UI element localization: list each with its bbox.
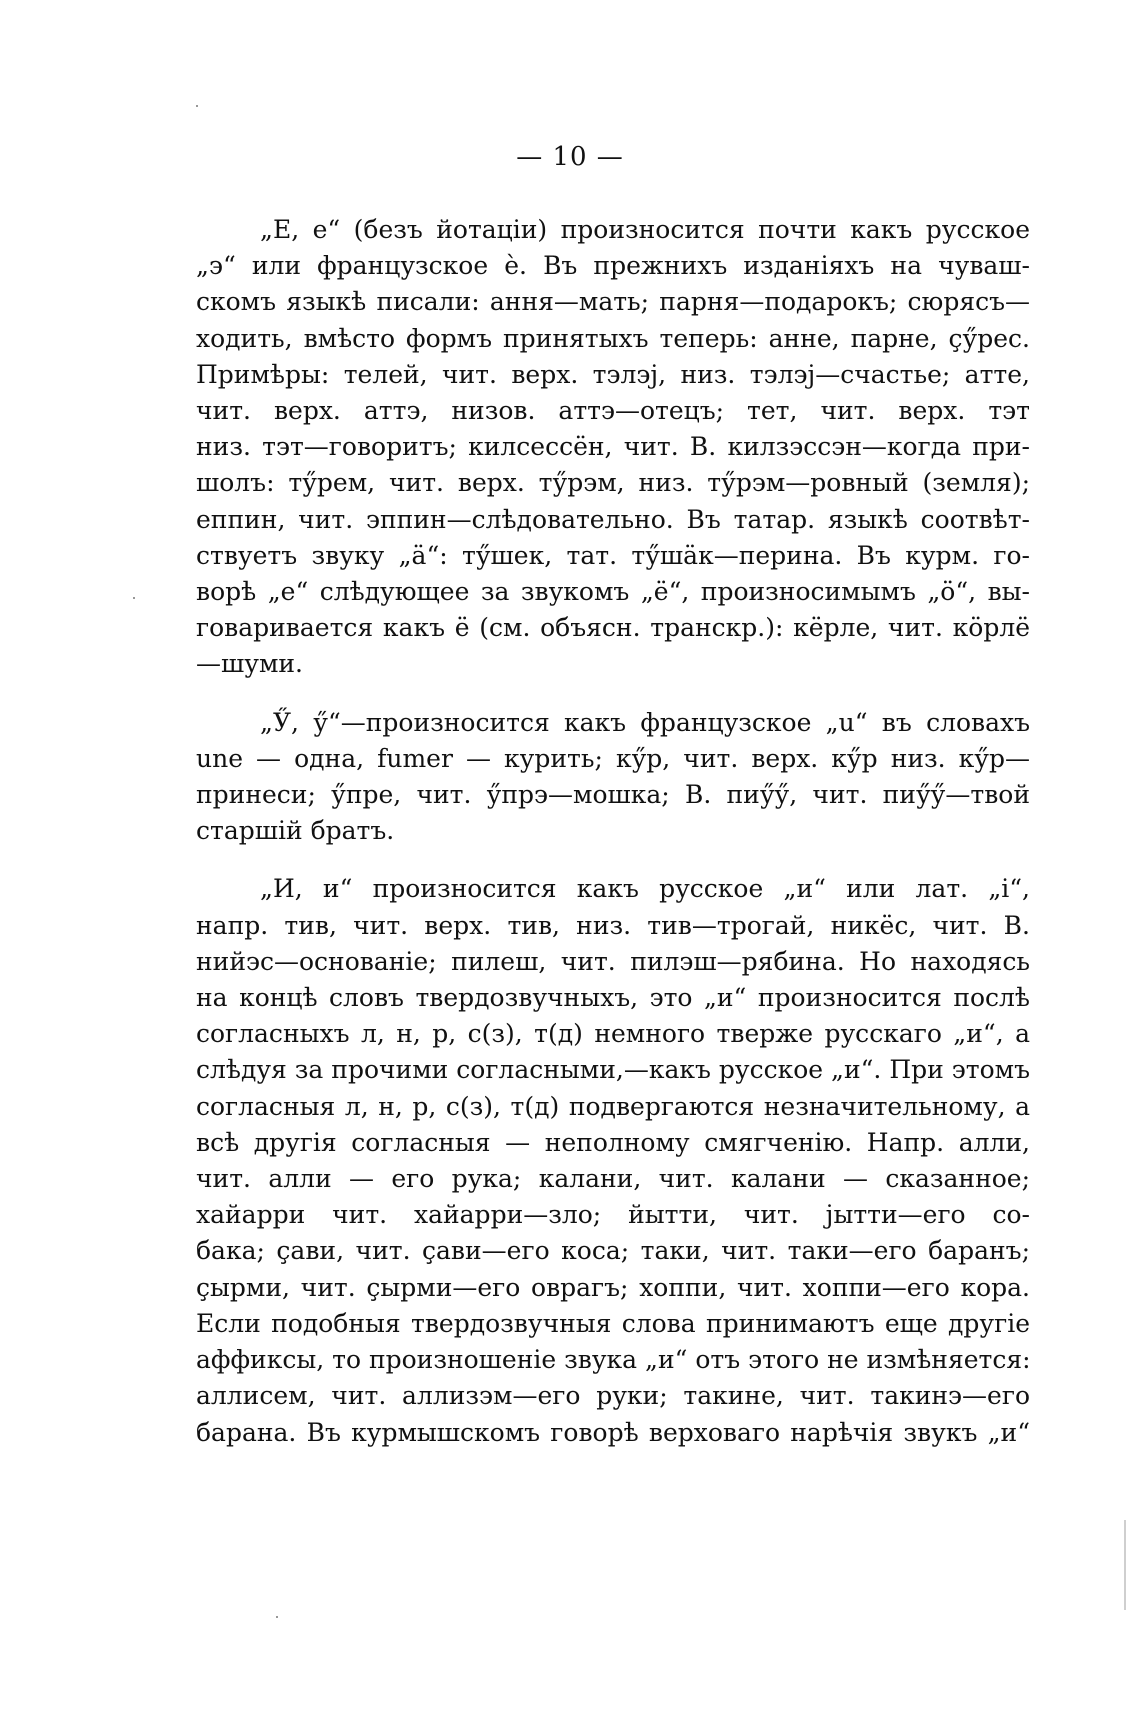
text-line: на концѣ словъ твердозвучныхъ, это „и“ произносится послѣ — [196, 983, 1030, 1013]
text-line: старшій братъ. — [196, 816, 395, 846]
text-line: „Ӳ, ӳ“—произносится какъ французское „u“ въ словахъ — [260, 707, 1030, 737]
text-line: барана. Въ курмышскомъ говорѣ верховаго нарѣчія звукъ „и“ — [196, 1417, 1030, 1447]
text-line: скомъ языкѣ писали: ання—мать; парня—подарокъ; сюрясъ— — [196, 287, 1030, 317]
paragraph-u — [196, 705, 1030, 850]
text-line: аффиксы, то произношеніе звука „и“ отъ этого не измѣняется: — [196, 1345, 1031, 1375]
scan-speck — [196, 105, 198, 107]
text-line: слѣдуя за прочими согласными,—какъ русское „и“. При этомъ — [196, 1055, 1030, 1085]
scan-speck — [133, 597, 135, 599]
text-line: согласныя л, н, р, с(з), т(д) подвергаются незначительному, а — [196, 1091, 1030, 1121]
paragraph-e — [196, 212, 1030, 683]
text-line: çырми, чит. çырми—его оврагъ; хоппи, чит. хоппи—его кора. — [196, 1272, 1030, 1302]
text-line: аллисем, чит. аллизэм—его руки; такине, чит. такинэ—его — [196, 1381, 1030, 1411]
text-line: Если подобныя твердозвучныя слова принимаютъ еще другіе — [196, 1308, 1030, 1338]
text-line: „Е, е“ (безъ йотаціи) произносится почти какъ русское — [260, 215, 1030, 244]
text-line: низ. тэт—говоритъ; килсессён, чит. В. килзэссэн—когда при- — [196, 432, 1030, 462]
text-line: хайарри чит. хайарри—зло; йытти, чит. jытти—его со- — [196, 1200, 1030, 1230]
text-line: une — одна, fumer — курить; кӳр, чит. верх. кӳр низ. кӳр— — [196, 743, 1030, 773]
page-number: — 10 — — [516, 142, 624, 172]
text-line: согласныхъ л, н, р, с(з), т(д) немного тверже русскаго „и“, а — [196, 1019, 1030, 1049]
text-line: Примѣры: телей, чит. верх. тэлэj, низ. тэлэj—счастье; атте, — [196, 359, 1030, 389]
page-body — [196, 212, 1030, 1473]
text-line: принеси; ӳпре, чит. ӳпрэ—мошка; В. пиӳӳ, чит. пиӳӳ—твой — [196, 780, 1030, 810]
text-line: „И, и“ произносится какъ русское „и“ или лат. „i“, — [260, 874, 1030, 904]
text-line: чит. верх. аттэ, низов. аттэ—отецъ; тет, чит. верх. тэт — [196, 396, 1030, 426]
scan-speck — [276, 1616, 278, 1618]
text-line: „э“ или французское è. Въ прежнихъ изданіяхъ на чуваш- — [196, 251, 1030, 281]
scan-edge-mark — [1124, 1520, 1126, 1610]
text-line: бака; çави, чит. çави—его коса; таки, чит. таки—его баранъ; — [196, 1236, 1030, 1266]
text-line: напр. тив, чит. верх. тив, низ. тив—трогай, никёс, чит. В. — [196, 910, 1030, 940]
text-line: шолъ: тӳрем, чит. верх. тӳрэм, низ. тӳрэм—ровный (земля); — [196, 468, 1030, 498]
text-line: ворѣ „е“ слѣдующее за звукомъ „ё“, произносимымъ „ö“, вы- — [196, 577, 1030, 607]
text-line: говаривается какъ ё (см. объясн. транскр.): кёрле, чит. кöрлё — [196, 613, 1030, 643]
text-line: нийэс—основаніе; пилеш, чит. пилэш—рябина. Но находясь — [196, 946, 1030, 976]
text-line: чит. алли — его рука; калани, чит. калани — сказанное; — [196, 1164, 1030, 1194]
text-line: еппин, чит. эппин—слѣдовательно. Въ татар. языкѣ соотвѣт- — [196, 504, 1030, 534]
text-line: ствуетъ звуку „ä“: тӳшек, тат. тӳшäк—перина. Въ курм. го- — [196, 540, 1030, 570]
text-line: —шуми. — [196, 649, 304, 679]
paragraph-i — [196, 871, 1030, 1450]
text-line: ходить, вмѣсто формъ принятыхъ теперь: анне, парне, çӳрес. — [196, 323, 1030, 353]
text-line: всѣ другія согласныя — неполному смягченію. Напр. алли, — [196, 1127, 1030, 1157]
